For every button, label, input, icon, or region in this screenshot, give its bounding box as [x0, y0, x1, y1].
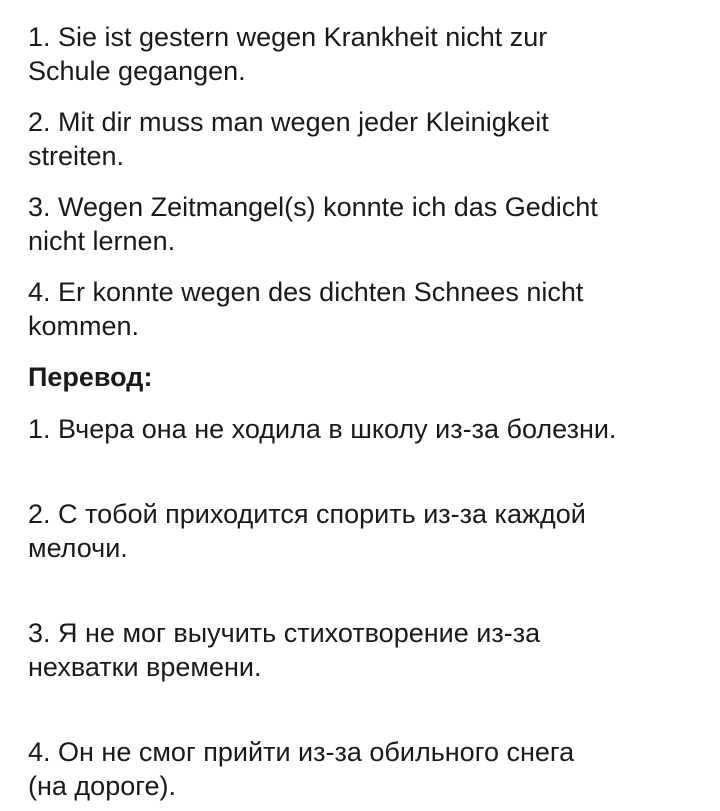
text-line: kommen.: [28, 311, 140, 341]
russian-sentence-3: [28, 616, 540, 684]
text-line: 3. Я не мог выучить стихотворение из-за: [28, 618, 541, 648]
text-line: мелочи.: [28, 533, 128, 563]
text-line: (на дороге).: [28, 771, 176, 801]
translation-heading-block: [28, 360, 152, 394]
russian-sentence-4: [28, 735, 574, 803]
translation-heading: Перевод:: [28, 362, 153, 392]
text-line: 4. Er konnte wegen des dichten Schnees nicht: [28, 277, 584, 307]
text-line: 4. Он не смог прийти из-за обильного снега: [28, 737, 575, 767]
text-line: нехватки времени.: [28, 652, 262, 682]
text-line: 1. Sie ist gestern wegen Krankheit nicht zur: [28, 22, 548, 52]
text-line: 2. С тобой приходится спорить из-за каждой: [28, 499, 586, 529]
russian-sentence-1: [28, 412, 616, 446]
russian-sentence-2: [28, 497, 586, 565]
text-line: 3. Wegen Zeitmangel(s) konnte ich das Gedicht: [28, 192, 598, 222]
text-line: 2. Mit dir muss man wegen jeder Kleinigkeit: [28, 107, 549, 137]
text-line: nicht lernen.: [28, 226, 176, 256]
german-sentence-3: [28, 190, 598, 258]
text-line: 1. Вчера она не ходила в школу из-за болезни.: [28, 414, 617, 444]
german-sentence-4: [28, 275, 583, 343]
german-sentence-2: [28, 105, 549, 173]
german-sentence-1: [28, 20, 547, 88]
text-line: Schule gegangen.: [28, 56, 246, 86]
text-line: streiten.: [28, 141, 125, 171]
